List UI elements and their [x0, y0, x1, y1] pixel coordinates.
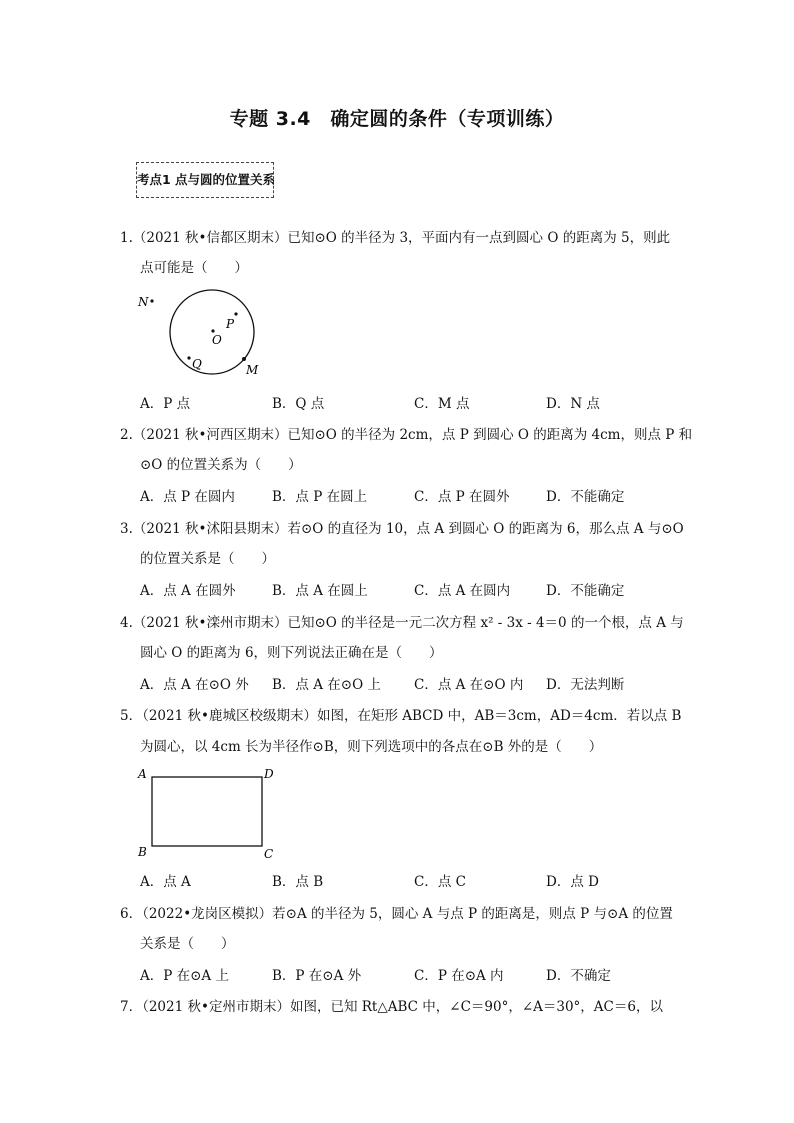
label-p: P [226, 317, 235, 331]
option-c[interactable]: C．P 在⊙A 内 [414, 968, 504, 984]
option-b[interactable]: B．点 P 在圆上 [272, 489, 368, 505]
question-4-line-1: 4.（2021 秋•滦州市期末）已知⊙O 的半径是一元二次方程 x² - 3x - 4＝0 的一个根，点 A 与 [120, 615, 684, 631]
option-b[interactable]: B．点 A 在⊙O 上 [272, 677, 381, 693]
option-d[interactable]: D．不确定 [546, 968, 611, 984]
label-a: A [138, 767, 147, 781]
label-c: C [264, 847, 274, 861]
label-n: N [138, 295, 149, 309]
option-a[interactable]: A．点 A 在圆外 [140, 583, 236, 599]
option-b[interactable]: B．点 A 在圆上 [272, 583, 368, 599]
option-b[interactable]: B．点 B [272, 874, 324, 890]
option-c[interactable]: C．点 P 在圆外 [414, 489, 510, 505]
question-3-options [140, 581, 660, 601]
page-title: 专题 3.4 确定圆的条件（专项训练） [229, 108, 565, 130]
question-2-options [140, 487, 660, 507]
option-c[interactable]: C．点 C [414, 874, 466, 890]
question-5-line-1: 5．（2021 秋•鹿城区校级期末）如图，在矩形 ABCD 中，AB＝3cm，AD＝4cm．若以点 B [120, 708, 682, 724]
option-a[interactable]: A．P 在⊙A 上 [140, 968, 229, 984]
option-a[interactable]: A．P 点 [140, 396, 191, 412]
option-d[interactable]: D．点 D [546, 874, 599, 890]
question-7-line-1: 7．（2021 秋•定州市期末）如图，已知 Rt△ABC 中，∠C＝90°，∠A＝30°，AC＝6，以 [120, 999, 663, 1015]
option-a[interactable]: A．点 A [140, 874, 191, 890]
option-d[interactable]: D．不能确定 [546, 583, 625, 599]
question-6-line-2: 关系是（ ） [140, 936, 235, 952]
question-1-options [140, 394, 660, 414]
question-6-options [140, 966, 660, 986]
point-p [234, 312, 237, 315]
option-d[interactable]: D．N 点 [546, 396, 600, 412]
question-6-line-1: 6．（2022•龙岗区模拟）若⊙A 的半径为 5，圆心 A 与点 P 的距离是，则点 P 与⊙A 的位置 [120, 906, 673, 922]
point-m [242, 357, 246, 361]
question-1-line-2: 点可能是（ ） [140, 260, 248, 276]
question-3-line-1: 3.（2021 秋•沭阳县期末）若⊙O 的直径为 10，点 A 到圆心 O 的距离为 6，那么点 A 与⊙O [120, 521, 684, 537]
question-1-line-1: 1.（2021 秋•信都区期末）已知⊙O 的半径为 3，平面内有一点到圆心 O 的距离为 5，则此 [120, 230, 671, 246]
label-m: M [246, 363, 259, 377]
option-a[interactable]: A．点 P 在圆内 [140, 489, 235, 505]
question-4-options [140, 675, 660, 695]
question-5-line-2: 为圆心，以 4cm 长为半径作⊙B，则下列选项中的各点在⊙B 外的是（ ） [140, 739, 603, 755]
option-a[interactable]: A．点 A 在⊙O 外 [140, 677, 249, 693]
option-d[interactable]: D．不能确定 [546, 489, 625, 505]
question-5-options [140, 872, 660, 892]
option-b[interactable]: B．P 在⊙A 外 [272, 968, 362, 984]
rectangle-abcd [152, 777, 262, 846]
section-heading: 考点1 点与圆的位置关系 [136, 162, 274, 198]
question-2-line-2: ⊙O 的位置关系为（ ） [140, 457, 302, 473]
point-n [150, 299, 153, 302]
option-c[interactable]: C．点 A 在圆内 [414, 583, 511, 599]
label-q: Q [192, 357, 202, 371]
label-o: O [212, 333, 222, 347]
question-3-line-2: 的位置关系是（ ） [140, 551, 275, 567]
label-b: B [138, 845, 147, 859]
question-2-line-1: 2.（2021 秋•河西区期末）已知⊙O 的半径为 2cm，点 P 到圆心 O 的距离为 4cm，则点 P 和 [120, 427, 693, 443]
question-1-circle-figure [132, 288, 272, 380]
option-c[interactable]: C．M 点 [414, 396, 470, 412]
point-q [187, 356, 190, 359]
label-d: D [264, 767, 274, 781]
question-4-line-2: 圆心 O 的距离为 6，则下列说法正确在是（ ） [140, 645, 443, 661]
option-d[interactable]: D．无法判断 [546, 677, 625, 693]
option-c[interactable]: C．点 A 在⊙O 内 [414, 677, 524, 693]
question-5-rectangle-figure [132, 764, 282, 864]
option-b[interactable]: B．Q 点 [272, 396, 325, 412]
